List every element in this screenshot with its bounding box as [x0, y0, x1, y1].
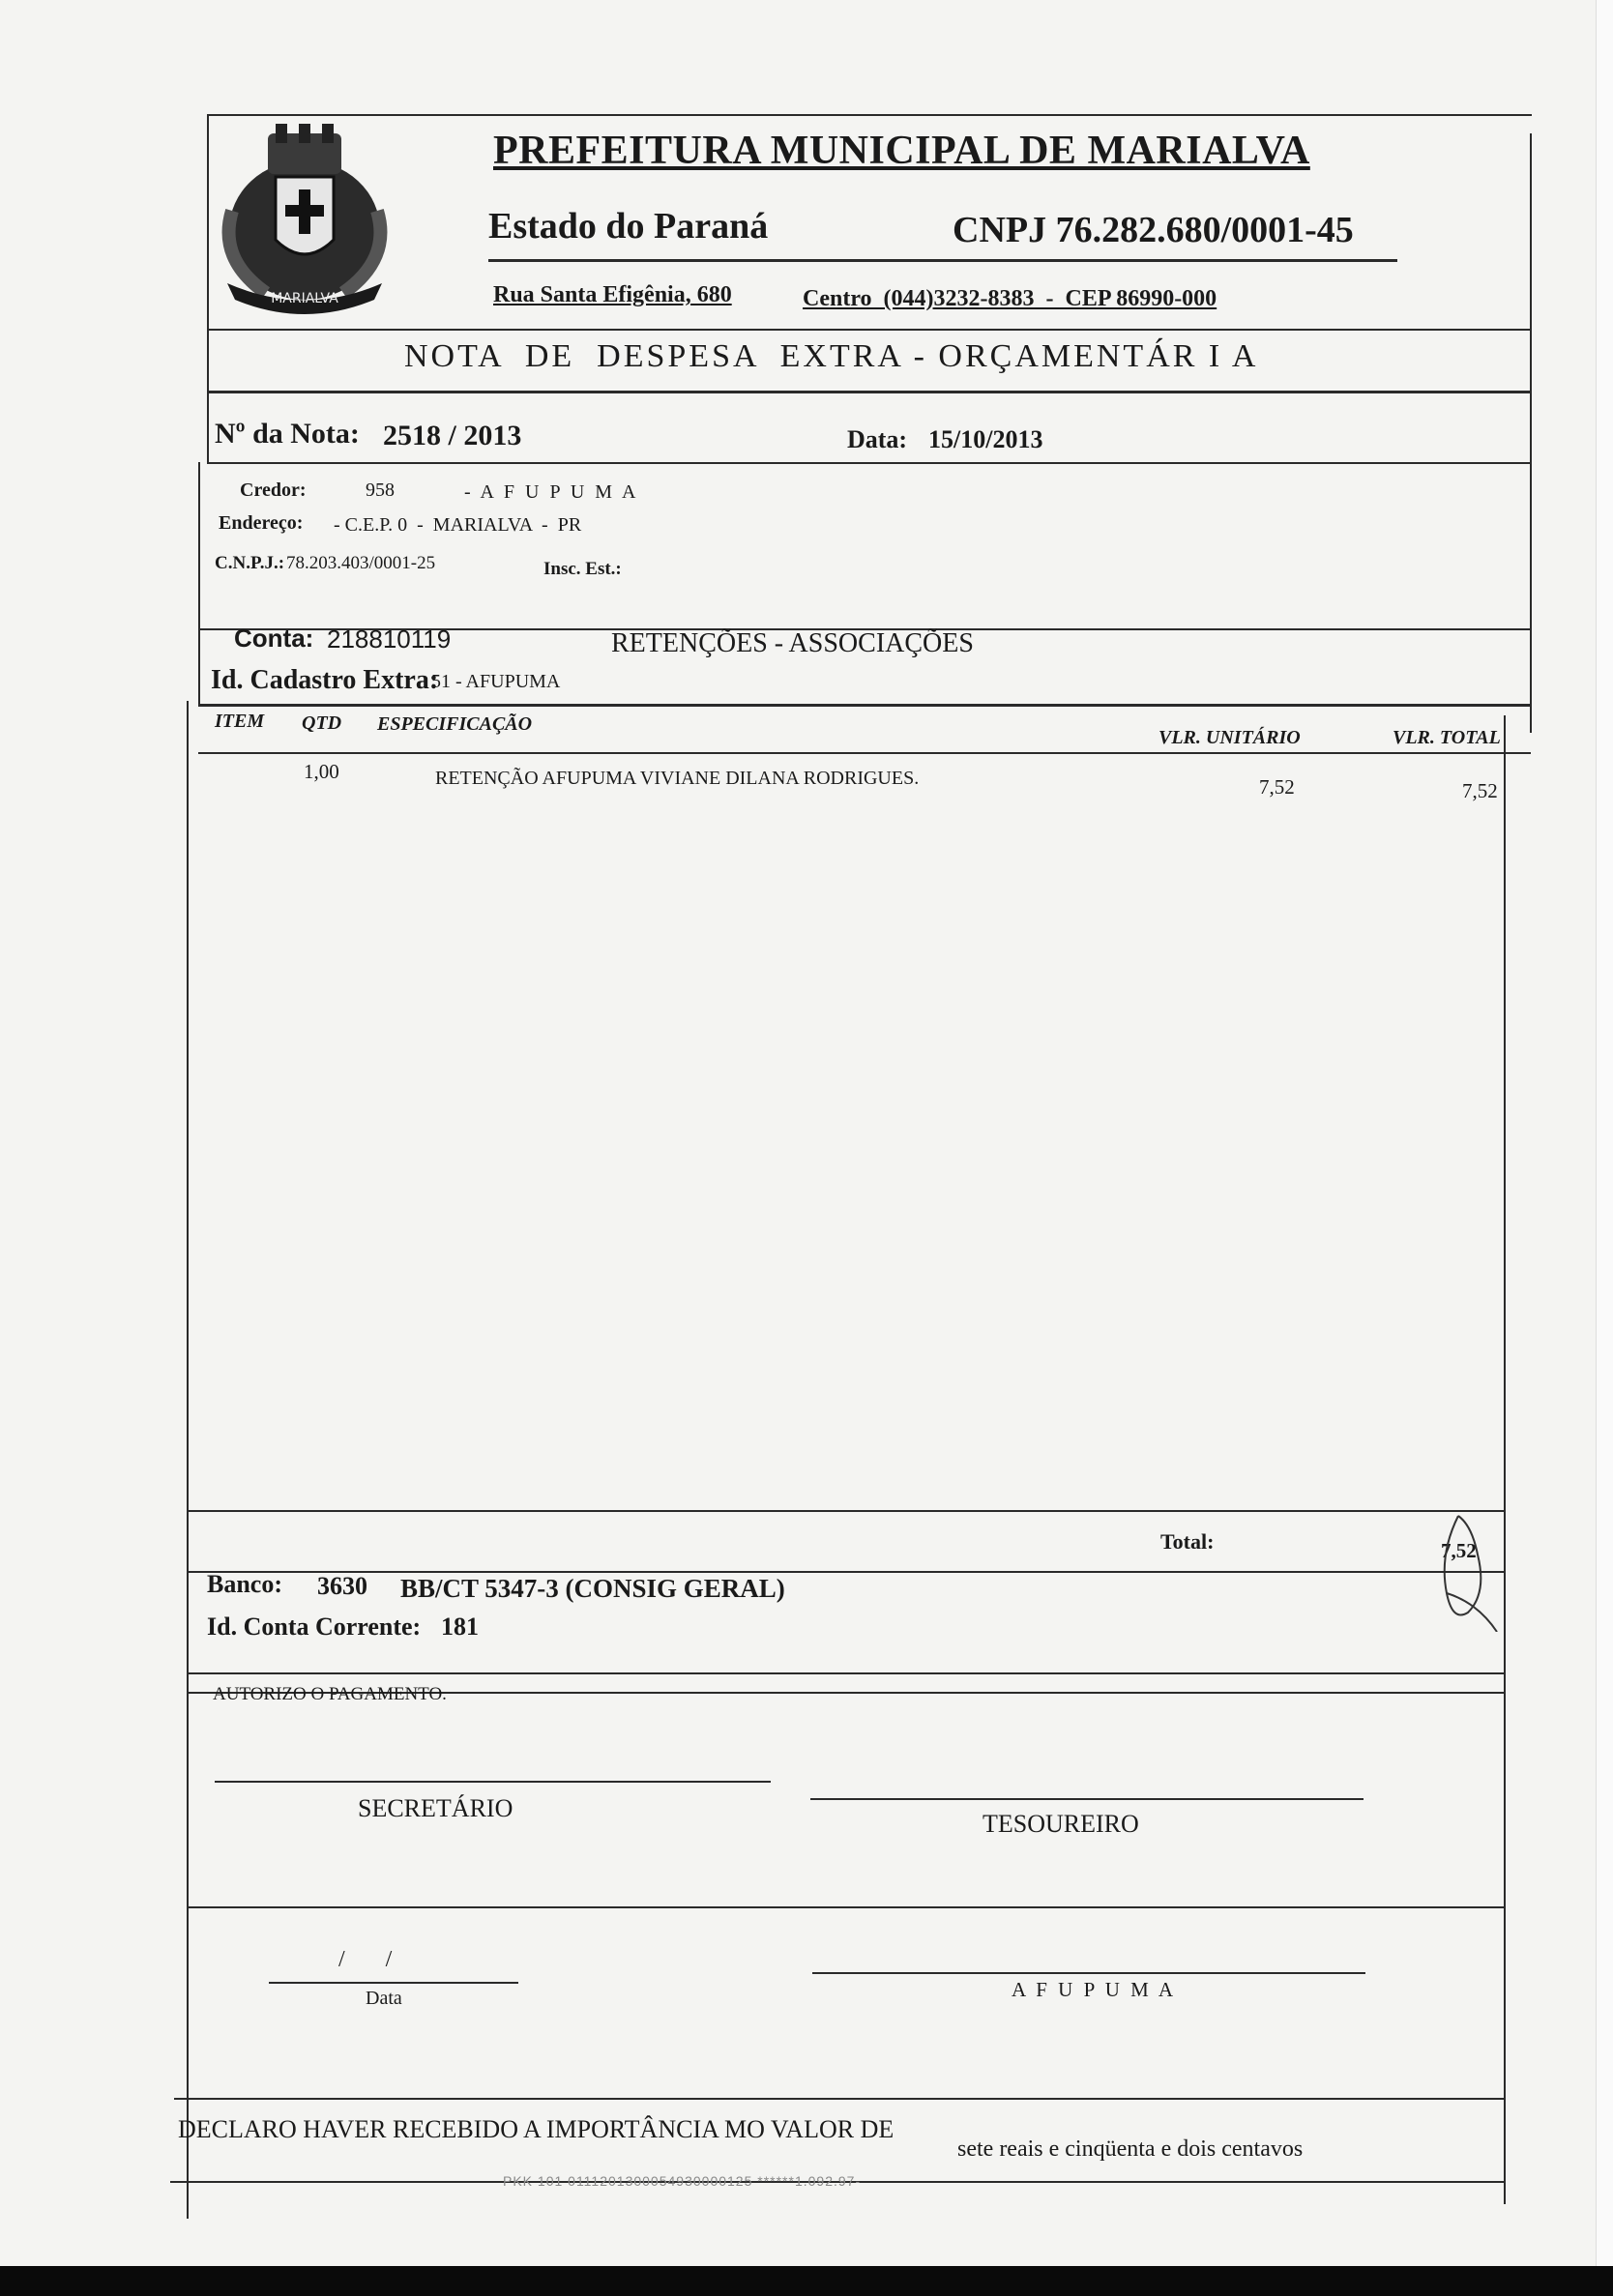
rule-5: [198, 704, 1531, 707]
receipt-date-label: Data: [366, 1988, 402, 2009]
handwritten-signature-icon: [1429, 1497, 1507, 1632]
col-header-total-value: VLR. TOTAL: [1393, 727, 1501, 748]
endereco-label: Endereço:: [219, 512, 304, 534]
frame-top: [207, 114, 1532, 116]
frame-left-lower: [187, 701, 189, 2219]
secretario-label: SECRETÁRIO: [358, 1794, 513, 1822]
credor-name: - A F U P U M A: [464, 481, 639, 503]
rule-3: [207, 462, 1532, 464]
receipt-date-line: [269, 1982, 518, 1984]
tesoureiro-label: TESOUREIRO: [982, 1810, 1139, 1838]
note-date-label: Data:: [847, 425, 908, 453]
state-name: Estado do Paraná: [488, 206, 769, 247]
conta-label: Conta:: [234, 624, 314, 653]
rule-11: [187, 1906, 1504, 1908]
frame-right-lower: [1504, 715, 1506, 2204]
district-phone-cep: Centro (044)3232-8383 - CEP 86990-000: [803, 286, 1217, 311]
rule-2: [207, 391, 1532, 393]
cnpj-label: C.N.P.J.:: [215, 553, 285, 573]
municipality-cnpj: CNPJ 76.282.680/0001-45: [953, 210, 1354, 250]
banco-code: 3630: [317, 1572, 367, 1600]
credor-code: 958: [366, 480, 395, 501]
secretario-signature-line: [215, 1781, 771, 1783]
frame-right-upper: [1530, 133, 1532, 733]
coat-of-arms-logo: [208, 124, 401, 317]
cadastro-extra-value: 51 - AFUPUMA: [431, 671, 561, 692]
scan-bottom-edge: [0, 2266, 1613, 2296]
conta-description: RETENÇÕES - ASSOCIAÇÕES: [611, 628, 974, 658]
rule-9: [187, 1672, 1504, 1674]
receiver-name: A F U P U M A: [1012, 1978, 1177, 2001]
receiver-signature-line: [812, 1972, 1365, 1974]
cadastro-extra-label: Id. Cadastro Extra:: [211, 665, 439, 695]
document-title: NOTA DE DESPESA EXTRA - ORÇAMENTÁR I A: [404, 338, 1259, 374]
note-number-value: 2518 / 2013: [383, 420, 522, 451]
note-number-label: Nº da Nota:: [215, 418, 360, 450]
receipt-date-slashes: / /: [338, 1947, 393, 1972]
authorization-text: AUTORIZO O PAGAMENTO.: [213, 1684, 447, 1704]
insc-est-label: Insc. Est.:: [543, 559, 622, 579]
svg-text:MARIALVA: MARIALVA: [271, 291, 338, 306]
municipality-title: PREFEITURA MUNICIPAL DE MARIALVA: [493, 129, 1310, 173]
row-total-value: 7,52: [1462, 779, 1498, 802]
col-header-qtd: QTD: [302, 712, 342, 734]
conta-corrente-value: 181: [441, 1613, 479, 1641]
tesoureiro-signature-line: [810, 1798, 1364, 1800]
declaration-text: DECLARO HAVER RECEBIDO A IMPORTÂNCIA MO VALOR DE: [178, 2115, 894, 2143]
row-unit-value: 7,52: [1259, 775, 1295, 799]
note-date-value: 15/10/2013: [928, 425, 1043, 453]
col-header-especificacao: ESPECIFICAÇÃO: [377, 713, 533, 735]
col-header-item: ITEM: [215, 711, 265, 732]
amount-in-words: sete reais e cinqüenta e dois centavos: [957, 2136, 1304, 2162]
scan-edge: [1596, 0, 1613, 2296]
row-especificacao: RETENÇÃO AFUPUMA VIVIANE DILANA RODRIGUES.: [435, 768, 920, 789]
total-value: 7,52: [1441, 1539, 1477, 1562]
rule-12: [174, 2098, 1504, 2100]
rule-6: [198, 752, 1531, 754]
total-label: Total:: [1160, 1529, 1215, 1554]
cnpj-value: 78.203.403/0001-25: [286, 553, 436, 573]
bank-authentication-code: PKK 101 0111201300054930000125 ******1.092.97-: [503, 2173, 862, 2189]
rule-1: [207, 329, 1532, 331]
header-rule: [488, 259, 1397, 262]
banco-description: BB/CT 5347-3 (CONSIG GERAL): [400, 1574, 785, 1603]
rule-8: [187, 1571, 1504, 1573]
credor-label: Credor:: [240, 480, 307, 501]
street-address: Rua Santa Efigênia, 680: [493, 282, 732, 307]
rule-7: [187, 1510, 1504, 1512]
conta-corrente-label: Id. Conta Corrente:: [207, 1613, 422, 1641]
conta-value: 218810119: [327, 625, 452, 654]
banco-label: Banco:: [207, 1570, 282, 1598]
endereco-value: - C.E.P. 0 - MARIALVA - PR: [334, 514, 582, 536]
frame-left-mid: [198, 462, 200, 704]
col-header-unit-value: VLR. UNITÁRIO: [1158, 727, 1301, 748]
row-qtd: 1,00: [304, 760, 339, 783]
